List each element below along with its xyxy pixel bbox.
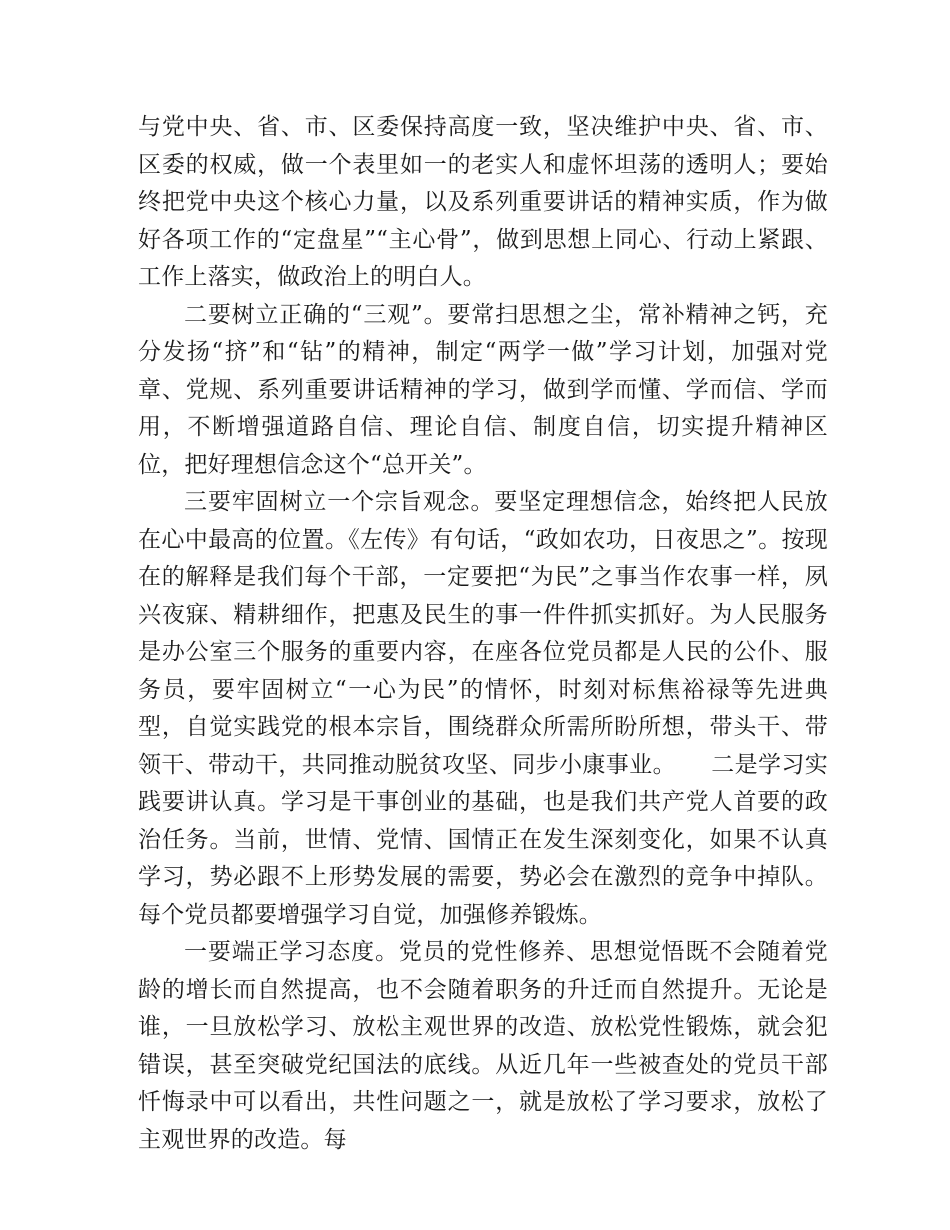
paragraph-4: 一要端正学习态度。党员的党性修养、思想觉悟既不会随着党龄的增长而自然提高，也不会随着职务的升迁而自然提升。无论是谁，一旦放松学习、放松主观世界的改造、放松党性锻炼，就会犯错误，甚至突破党纪国法的底线。从近几年一些被查处的党员干部忏悔录中可以看出，共性问题之一，就是放松了学习要求，放松了主观世界的改造。每 xyxy=(138,939,828,1153)
paragraph-3: 三要牢固树立一个宗旨观念。要坚定理想信念，始终把人民放在心中最高的位置。《左传》有句话，“政如农功，日夜思之”。按现在的解释是我们每个干部，一定要把“为民”之事当作农事一样，夙兴夜寐、精耕细作，把惠及民生的事一件件抓实抓好。为人民服务是办公室三个服务的重要内容，在座各位党员都是人民的公仆、服务员，要牢固树立“一心为民”的情怀，时刻对标焦裕禄等先进典型，自觉实践党的根本宗旨，围绕群众所需所盼所想，带头干、带领干、带动干，共同推动脱贫攻坚、同步小康事业。 二是学习实践要讲认真。学习是干事创业的基础，也是我们共产党人首要的政治任务。当前，世情、党情、国情正在发生深刻变化，如果不认真学习，势必跟不上形势发展的需要，势必会在激烈的竞争中掉队。每个党员都要增强学习自觉，加强修养锻炼。 xyxy=(138,489,828,928)
document-body xyxy=(138,109,828,1159)
paragraph-2: 二要树立正确的“三观”。要常扫思想之尘，常补精神之钙，充分发扬“挤”和“钻”的精神，制定“两学一做”学习计划，加强对党章、党规、系列重要讲话精神的学习，做到学而懂、学而信、学而用，不断增强道路自信、理论自信、制度自信，切实提升精神区位，把好理想信念这个“总开关”。 xyxy=(138,301,828,478)
paragraph-1: 与党中央、省、市、区委保持高度一致，坚决维护中央、省、市、区委的权威，做一个表里如一的老实人和虚怀坦荡的透明人；要始终把党中央这个核心力量，以及系列重要讲话的精神实质，作为做好各项工作的“定盘星”“主心骨”，做到思想上同心、行动上紧跟、工作上落实，做政治上的明白人。 xyxy=(138,114,828,290)
